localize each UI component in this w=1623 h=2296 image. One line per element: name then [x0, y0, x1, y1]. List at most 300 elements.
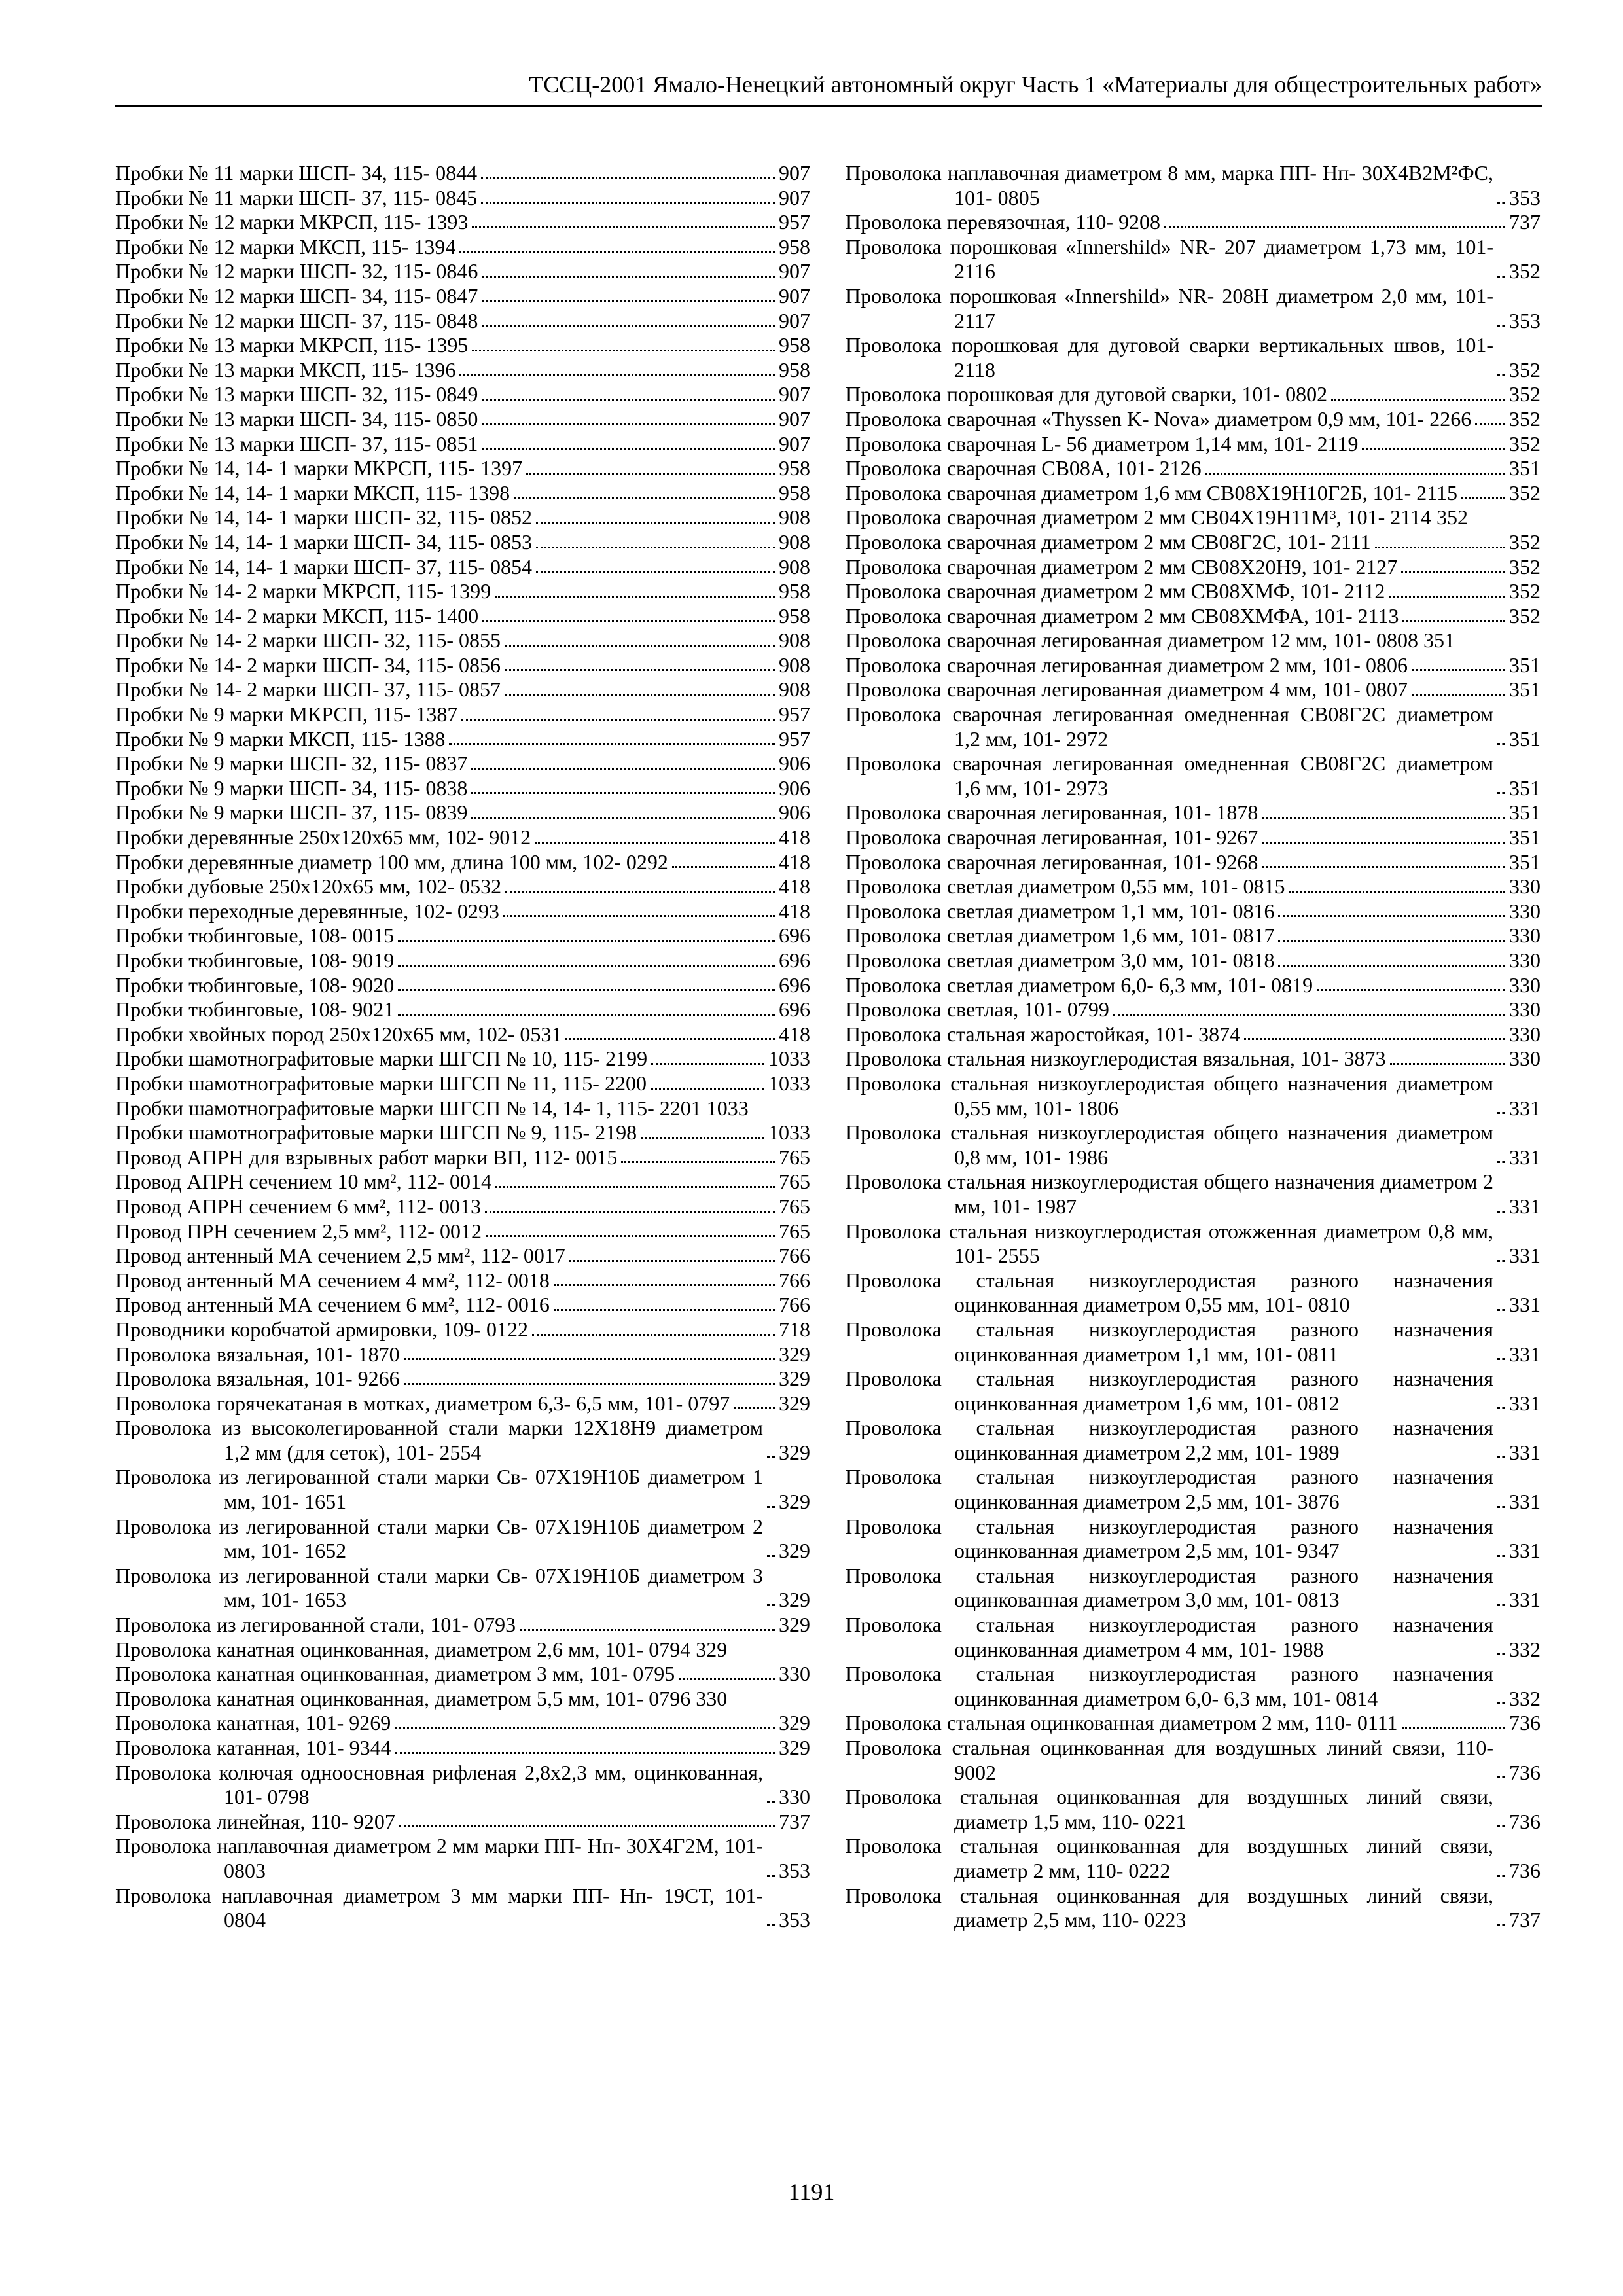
- entry-page-number: 352: [1509, 603, 1541, 628]
- dot-leader: [651, 1088, 764, 1090]
- entry-page-number: 329: [779, 1391, 810, 1415]
- index-entry: [846, 1515, 1541, 1564]
- dot-leader: [526, 473, 775, 475]
- entry-text: Проволока канатная оцинкованная, диаметром 3 мм, 101- 0795: [115, 1662, 675, 1686]
- entry-page-number: 1033: [768, 1071, 810, 1095]
- page-number: 1191: [788, 2179, 835, 2205]
- entry-page-number: 330: [696, 1686, 728, 1710]
- index-entry: [115, 1342, 810, 1367]
- dot-leader: [1497, 1702, 1505, 1704]
- entry-page-number: 418: [779, 874, 810, 899]
- index-entry: [115, 382, 810, 407]
- entry-page-number: 352: [1509, 554, 1541, 579]
- dot-leader: [1497, 1211, 1505, 1213]
- entry-text: Проволока стальная низкоуглеродистая разного назначения оцинкованная диаметром 1,1 мм, 101- 0811: [846, 1317, 1493, 1366]
- entry-text: Проволока из легированной стали марки Св- 07Х19Н10Б диаметром 3 мм, 101- 1653: [115, 1563, 763, 1612]
- index-entry: [846, 432, 1541, 457]
- index-entry: [115, 653, 810, 678]
- index-entry: [115, 899, 810, 924]
- index-entry: [846, 1564, 1541, 1613]
- entry-text: Пробки тюбинговые, 108- 9019: [115, 948, 395, 972]
- index-entry: [115, 333, 810, 358]
- entry-text: Проволока стальная низкоуглеродистая разного назначения оцинкованная диаметром 2,2 мм, 101- 1989: [846, 1416, 1493, 1464]
- index-entry: [115, 530, 810, 555]
- entry-text: Пробки № 14, 14- 1 марки ШСП- 34, 115- 0853: [115, 529, 533, 554]
- entry-page-number: 352: [1509, 357, 1541, 382]
- dot-leader: [1262, 866, 1505, 868]
- dot-leader: [1402, 620, 1505, 622]
- entry-text: Пробки № 13 марки ШСП- 34, 115- 0850: [115, 406, 478, 431]
- dot-leader: [404, 1358, 775, 1360]
- dot-leader: [1412, 694, 1505, 696]
- entry-page-number: 958: [779, 333, 810, 357]
- entry-text: Проволока сварочная легированная диаметром 4 мм, 101- 0807: [846, 677, 1408, 702]
- entry-page-number: 329: [779, 1588, 810, 1612]
- dot-leader: [486, 1235, 775, 1237]
- index-entry: [846, 1219, 1541, 1268]
- entry-page-number: 907: [779, 283, 810, 308]
- entry-text: Проволока светлая диаметром 6,0- 6,3 мм, 101- 0819: [846, 973, 1313, 997]
- index-entry: [115, 505, 810, 530]
- entry-text: Проволока наплавочная диаметром 2 мм марки ПП- Нп- 30Х4Г2М, 101- 0803: [115, 1834, 763, 1882]
- index-entry: [846, 1170, 1541, 1219]
- index-entry: [115, 284, 810, 309]
- dot-leader: [536, 571, 775, 573]
- entry-text: Пробки № 13 марки МКСП, 115- 1396: [115, 357, 456, 382]
- dot-leader: [1497, 1555, 1505, 1557]
- entry-page-number: 330: [1509, 1047, 1541, 1071]
- dot-leader: [449, 743, 775, 745]
- entry-text: Проволока стальная низкоуглеродистая разного назначения оцинкованная диаметром 6,0- 6,3 мм, 101- 0814: [846, 1662, 1493, 1710]
- entry-page-number: 329: [779, 1711, 810, 1735]
- entry-page-number: 331: [1509, 1342, 1541, 1366]
- dot-leader: [1497, 792, 1505, 794]
- index-entry: [846, 530, 1541, 555]
- entry-page-number: 736: [1509, 1711, 1541, 1735]
- entry-page-number: 907: [779, 406, 810, 431]
- entry-text: Проволока сварочная легированная, 101- 1878: [846, 800, 1258, 825]
- dot-leader: [1113, 1014, 1505, 1016]
- entry-text: Пробки шамотнографитовые марки ШГСП № 10, 115- 2199: [115, 1047, 648, 1071]
- dot-leader: [1375, 547, 1505, 548]
- dot-leader: [482, 325, 775, 327]
- dot-leader: [565, 1038, 775, 1040]
- entry-text: Проволока стальная низкоуглеродистая разного назначения оцинкованная диаметром 3,0 мм, 101- 0813: [846, 1563, 1493, 1612]
- index-entry: [846, 1047, 1541, 1071]
- entry-text: Проволока канатная оцинкованная, диаметром 2,6 мм, 101- 0794: [115, 1637, 691, 1661]
- entry-text: Проволока стальная низкоуглеродистая вязальная, 101- 3873: [846, 1047, 1386, 1071]
- dot-leader: [1402, 1727, 1505, 1729]
- index-entry: [846, 677, 1541, 702]
- entry-text: Провод антенный МА сечением 6 мм², 112- 0016: [115, 1293, 550, 1317]
- entry-page-number: 418: [779, 899, 810, 923]
- dot-leader: [767, 1801, 775, 1803]
- entry-page-number: 418: [779, 1022, 810, 1046]
- index-entry: [846, 973, 1541, 998]
- entry-page-number: 351: [1509, 850, 1541, 874]
- dot-leader: [1362, 448, 1505, 450]
- index-entry: [115, 1121, 810, 1145]
- entry-text: Проволока сварочная «Thyssen K- Nova» диаметром 0,9 мм, 101- 2266: [846, 406, 1472, 431]
- entry-text: Проволока сварочная легированная, 101- 9267: [846, 825, 1258, 850]
- entry-text: Проволока сварочная диаметром 2 мм СВ08ХМФА, 101- 2113: [846, 603, 1399, 628]
- entry-page-number: 718: [779, 1317, 810, 1341]
- entry-text: Проволока стальная оцинкованная для воздушных линий связи, диаметр 2,5 мм, 110- 0223: [846, 1883, 1493, 1932]
- entry-text: Провод ПРН сечением 2,5 мм², 112- 0012: [115, 1219, 482, 1243]
- entry-text: Пробки № 12 марки ШСП- 37, 115- 0848: [115, 308, 478, 332]
- index-entry: [115, 751, 810, 776]
- entry-page-number: 353: [1509, 308, 1541, 332]
- dot-leader: [1412, 669, 1505, 671]
- index-entry: [115, 1465, 810, 1514]
- entry-page-number: 331: [1509, 1391, 1541, 1415]
- entry-page-number: 765: [779, 1194, 810, 1218]
- index-entry: [846, 628, 1541, 653]
- index-entry: [115, 1244, 810, 1268]
- entry-text: Провод антенный МА сечением 2,5 мм², 112- 0017: [115, 1244, 565, 1268]
- dot-leader: [398, 1014, 775, 1016]
- index-entry: [846, 1465, 1541, 1514]
- entry-page-number: 908: [779, 653, 810, 677]
- entry-text: Пробки тюбинговые, 108- 9020: [115, 973, 395, 997]
- dot-leader: [471, 768, 775, 770]
- dot-leader: [459, 251, 775, 253]
- entry-page-number: 958: [779, 456, 810, 480]
- index-entry: [115, 1810, 810, 1835]
- entry-text: Пробки № 14, 14- 1 марки МКСП, 115- 1398: [115, 480, 510, 505]
- dot-leader: [514, 497, 775, 499]
- entry-page-number: 352: [1509, 579, 1541, 603]
- entry-page-number: 696: [779, 997, 810, 1022]
- dot-leader: [472, 350, 775, 351]
- dot-leader: [1205, 473, 1505, 475]
- entry-page-number: 329: [779, 1342, 810, 1366]
- index-entry: [115, 628, 810, 653]
- entry-text: Пробки № 14- 2 марки ШСП- 37, 115- 0857: [115, 677, 501, 702]
- index-entry: [846, 1834, 1541, 1883]
- dot-leader: [1164, 226, 1505, 228]
- dot-leader: [1262, 817, 1505, 819]
- entry-page-number: 330: [1509, 973, 1541, 997]
- index-entry: [846, 1613, 1541, 1662]
- index-entry: [115, 702, 810, 727]
- index-entry: [846, 1785, 1541, 1834]
- entry-page-number: 766: [779, 1244, 810, 1268]
- entry-page-number: 736: [1509, 1858, 1541, 1882]
- dot-leader: [554, 1309, 775, 1311]
- dot-leader: [398, 965, 775, 967]
- dot-leader: [398, 989, 775, 991]
- entry-page-number: 352: [1436, 505, 1469, 529]
- dot-leader: [1389, 596, 1505, 598]
- dot-leader: [395, 1727, 775, 1729]
- index-entry: [846, 481, 1541, 506]
- entry-page-number: 329: [779, 1490, 810, 1514]
- entry-page-number: 766: [779, 1293, 810, 1317]
- entry-page-number: 1033: [706, 1096, 749, 1120]
- dot-leader: [505, 694, 775, 696]
- entry-page-number: 351: [1509, 677, 1541, 702]
- dot-leader: [1278, 965, 1505, 967]
- entry-text: Проволока стальная оцинкованная для воздушных линий связи, 110- 9002: [846, 1736, 1493, 1784]
- index-entry: [846, 702, 1541, 751]
- index-entry: [115, 1711, 810, 1736]
- entry-text: Пробки № 12 марки ШСП- 34, 115- 0847: [115, 283, 478, 308]
- index-entry: [115, 1662, 810, 1687]
- dot-leader: [505, 645, 775, 647]
- entry-text: Пробки № 9 марки МКРСП, 115- 1387: [115, 702, 458, 726]
- entry-page-number: 330: [1509, 899, 1541, 923]
- index-entry: [846, 1711, 1541, 1736]
- index-entry: [846, 1071, 1541, 1121]
- entry-page-number: 766: [779, 1268, 810, 1292]
- dot-leader: [482, 423, 775, 425]
- entry-text: Проволока светлая диаметром 1,6 мм, 101- 0817: [846, 924, 1275, 948]
- dot-leader: [1497, 1924, 1505, 1926]
- dot-leader: [767, 1924, 775, 1926]
- entry-text: Пробки № 14, 14- 1 марки ШСП- 32, 115- 0852: [115, 505, 533, 529]
- entry-page-number: 330: [1509, 874, 1541, 899]
- entry-page-number: 906: [779, 751, 810, 776]
- entry-text: Проволока стальная низкоуглеродистая разного назначения оцинкованная диаметром 2,5 мм, 101- 3876: [846, 1465, 1493, 1514]
- entry-text: Провод АПРН сечением 10 мм², 112- 0014: [115, 1170, 492, 1194]
- entry-page-number: 907: [779, 161, 810, 185]
- entry-text: Проволока стальная низкоуглеродистая разного назначения оцинкованная диаметром 4 мм, 101- 1988: [846, 1613, 1493, 1661]
- index-column-left: [115, 161, 810, 1933]
- dot-leader: [1390, 1063, 1505, 1065]
- index-entry: [115, 432, 810, 457]
- index-entry: [846, 579, 1541, 604]
- dot-leader: [459, 374, 775, 376]
- entry-page-number: 331: [1509, 1096, 1541, 1120]
- entry-text: Проволока сварочная диаметром 1,6 мм СВ08Х19Н10Г2Б, 101- 2115: [846, 480, 1458, 505]
- dot-leader: [482, 620, 775, 622]
- entry-page-number: 352: [1509, 529, 1541, 554]
- entry-text: Проволока сварочная L- 56 диаметром 1,14 мм, 101- 2119: [846, 431, 1359, 456]
- dot-leader: [461, 719, 775, 721]
- header-rule: [115, 105, 1542, 107]
- index-entry: [846, 1416, 1541, 1465]
- entry-text: Пробки № 14, 14- 1 марки ШСП- 37, 115- 0854: [115, 554, 533, 579]
- index-entry: [115, 481, 810, 506]
- dot-leader: [1278, 940, 1505, 942]
- entry-text: Пробки № 14- 2 марки МКСП, 115- 1400: [115, 603, 479, 628]
- entry-text: Пробки № 14, 14- 1 марки МКРСП, 115- 1397: [115, 456, 523, 480]
- dot-leader: [1475, 423, 1505, 425]
- entry-page-number: 332: [1509, 1686, 1541, 1710]
- entry-text: Пробки № 9 марки ШСП- 34, 115- 0838: [115, 776, 468, 800]
- dot-leader: [672, 866, 775, 868]
- index-entry: [846, 210, 1541, 235]
- index-entry: [846, 1367, 1541, 1416]
- entry-text: Проволока стальная низкоуглеродистая общего назначения диаметром 0,55 мм, 101- 1806: [846, 1071, 1493, 1120]
- dot-leader: [471, 817, 775, 819]
- index-entry: [115, 1638, 810, 1662]
- dot-leader: [398, 940, 775, 942]
- entry-page-number: 737: [1509, 210, 1541, 234]
- dot-leader: [554, 1284, 775, 1286]
- entry-page-number: 329: [696, 1637, 728, 1661]
- entry-page-number: 1033: [768, 1047, 810, 1071]
- index-entry: [846, 1318, 1541, 1367]
- entry-text: Проволока стальная низкоуглеродистая общего назначения диаметром 2 мм, 101- 1987: [846, 1170, 1493, 1218]
- dot-leader: [404, 1383, 775, 1385]
- dot-leader: [641, 1137, 764, 1139]
- entry-text: Пробки № 14- 2 марки ШСП- 32, 115- 0855: [115, 628, 501, 653]
- entry-text: Пробки № 13 марки ШСП- 32, 115- 0849: [115, 382, 478, 406]
- entry-text: Проволока сварочная СВ08А, 101- 2126: [846, 456, 1202, 480]
- entry-text: Пробки тюбинговые, 108- 9021: [115, 997, 395, 1022]
- entry-page-number: 957: [779, 702, 810, 726]
- index-entry: [115, 407, 810, 432]
- entry-page-number: 331: [1509, 1539, 1541, 1563]
- dot-leader: [1497, 1653, 1505, 1655]
- entry-page-number: 696: [779, 948, 810, 972]
- entry-page-number: 957: [779, 210, 810, 234]
- dot-leader: [767, 1604, 775, 1606]
- index-entry: [115, 776, 810, 801]
- entry-page-number: 736: [1509, 1809, 1541, 1833]
- entry-page-number: 736: [1509, 1760, 1541, 1784]
- entry-text: Проволока светлая диаметром 3,0 мм, 101- 0818: [846, 948, 1275, 972]
- index-entry: [115, 1564, 810, 1613]
- entry-page-number: 765: [779, 1170, 810, 1194]
- dot-leader: [1401, 571, 1505, 573]
- index-entry: [846, 235, 1541, 284]
- entry-text: Проволока светлая диаметром 1,1 мм, 101- 0816: [846, 899, 1275, 923]
- index-entry: [115, 1022, 810, 1047]
- entry-page-number: 330: [1509, 924, 1541, 948]
- index-entry: [115, 973, 810, 998]
- index-entry: [846, 333, 1541, 382]
- running-header: ТССЦ-2001 Ямало-Ненецкий автономный округ Часть 1 «Материалы для общестроительных работ»: [529, 71, 1542, 98]
- index-entry: [115, 358, 810, 383]
- index-entry: [115, 1515, 810, 1564]
- index-entry: [115, 1145, 810, 1170]
- entry-page-number: 958: [779, 234, 810, 259]
- entry-page-number: 906: [779, 800, 810, 825]
- entry-page-number: 331: [1509, 1440, 1541, 1464]
- index-entry: [846, 1736, 1541, 1785]
- entry-text: Пробки хвойных пород 250х120х65 мм, 102- 0531: [115, 1022, 562, 1046]
- dot-leader: [1497, 1161, 1505, 1163]
- dot-leader: [485, 1211, 775, 1213]
- entry-text: Проволока стальная низкоуглеродистая разного назначения оцинкованная диаметром 1,6 мм, 101- 0812: [846, 1367, 1493, 1415]
- index-entry: [846, 604, 1541, 629]
- index-entry: [846, 161, 1541, 210]
- index-entry: [846, 456, 1541, 481]
- entry-text: Проволока стальная оцинкованная для воздушных линий связи, диаметр 2 мм, 110- 0222: [846, 1834, 1493, 1882]
- index-entry: [115, 1613, 810, 1638]
- entry-text: Проволока катанная, 101- 9344: [115, 1736, 391, 1759]
- dot-leader: [1497, 1358, 1505, 1360]
- entry-text: Пробки № 9 марки МКСП, 115- 1388: [115, 726, 446, 751]
- entry-page-number: 331: [1509, 1244, 1541, 1268]
- dot-leader: [535, 842, 775, 844]
- entry-text: Проволока стальная низкоуглеродистая отожженная диаметром 0,8 мм, 101- 2555: [846, 1219, 1493, 1268]
- dot-leader: [1497, 1309, 1505, 1311]
- index-entry: [846, 924, 1541, 948]
- dot-leader: [734, 1407, 775, 1409]
- entry-page-number: 351: [1509, 800, 1541, 825]
- entry-page-number: 765: [779, 1219, 810, 1243]
- dot-leader: [503, 915, 775, 917]
- entry-page-number: 329: [779, 1440, 810, 1464]
- entry-text: Провод АПРН сечением 6 мм², 112- 0013: [115, 1194, 482, 1218]
- index-entry: [115, 1391, 810, 1416]
- dot-leader: [495, 1186, 775, 1188]
- dot-leader: [395, 1752, 775, 1754]
- entry-page-number: 351: [1509, 456, 1541, 480]
- dot-leader: [482, 276, 775, 278]
- index-entry: [115, 727, 810, 752]
- dot-leader: [767, 1456, 775, 1458]
- entry-page-number: 352: [1509, 480, 1541, 505]
- entry-text: Проволока сварочная диаметром 2 мм СВ04Х19Н11М³, 101- 2114: [846, 505, 1432, 529]
- index-entry: [115, 1761, 810, 1810]
- index-entry: [115, 1687, 810, 1712]
- entry-page-number: 352: [1509, 431, 1541, 456]
- index-entry: [115, 800, 810, 825]
- index-entry: [115, 186, 810, 211]
- index-entry: [115, 1170, 810, 1194]
- dot-leader: [481, 202, 775, 204]
- index-entry: [115, 874, 810, 899]
- entry-text: Проволока стальная низкоуглеродистая общего назначения диаметром 0,8 мм, 101- 1986: [846, 1121, 1493, 1169]
- entry-page-number: 418: [779, 825, 810, 850]
- dot-leader: [679, 1678, 775, 1680]
- entry-text: Проволока из легированной стали, 101- 0793: [115, 1613, 516, 1637]
- index-entry: [115, 456, 810, 481]
- entry-page-number: 907: [779, 382, 810, 406]
- entry-text: Проволока канатная, 101- 9269: [115, 1711, 391, 1735]
- index-entry: [115, 1834, 810, 1883]
- dot-leader: [1262, 842, 1505, 844]
- index-entry: [115, 948, 810, 973]
- index-entry: [846, 997, 1541, 1022]
- entry-page-number: 331: [1509, 1293, 1541, 1317]
- entry-text: Проволока сварочная легированная омедненная СВ08Г2С диаметром 1,6 мм, 101- 2973: [846, 751, 1493, 800]
- dot-leader: [1497, 276, 1505, 278]
- entry-page-number: 330: [779, 1662, 810, 1686]
- dot-leader: [1289, 891, 1505, 893]
- index-entry: [115, 235, 810, 260]
- index-entry: [115, 1071, 810, 1096]
- index-entry: [846, 800, 1541, 825]
- entry-text: Проволока из легированной стали марки Св- 07Х19Н10Б диаметром 2 мм, 101- 1652: [115, 1514, 763, 1563]
- index-entry: [115, 1884, 810, 1933]
- entry-page-number: 329: [779, 1736, 810, 1759]
- entry-text: Проволока стальная оцинкованная диаметром 2 мм, 110- 0111: [846, 1711, 1398, 1735]
- index-entry: [115, 579, 810, 604]
- index-entry: [115, 1367, 810, 1391]
- entry-text: Проволока стальная низкоуглеродистая разного назначения оцинкованная диаметром 0,55 мм, 101- 0810: [846, 1268, 1493, 1317]
- index-entry: [846, 1884, 1541, 1933]
- entry-text: Пробки № 12 марки МКРСП, 115- 1393: [115, 210, 469, 234]
- entry-text: Проволока наплавочная диаметром 3 мм марки ПП- Нп- 19СТ, 101- 0804: [115, 1883, 763, 1932]
- entry-text: Проволока сварочная диаметром 2 мм СВ08Х20Н9, 101- 2127: [846, 554, 1398, 579]
- entry-text: Пробки № 11 марки ШСП- 34, 115- 0844: [115, 161, 478, 185]
- entry-text: Проволока светлая, 101- 0799: [846, 997, 1109, 1022]
- entry-text: Пробки шамотнографитовые марки ШГСП № 14, 14- 1, 115- 2201: [115, 1096, 702, 1120]
- index-entry: [846, 382, 1541, 407]
- entry-text: Проводники коробчатой армировки, 109- 0122: [115, 1317, 528, 1341]
- entry-text: Проволока колючая одноосновная рифленая 2,8х2,3 мм, оцинкованная, 101- 0798: [115, 1760, 763, 1809]
- index-entry: [115, 604, 810, 629]
- dot-leader: [767, 1506, 775, 1508]
- dot-leader: [505, 891, 775, 893]
- dot-leader: [621, 1161, 775, 1163]
